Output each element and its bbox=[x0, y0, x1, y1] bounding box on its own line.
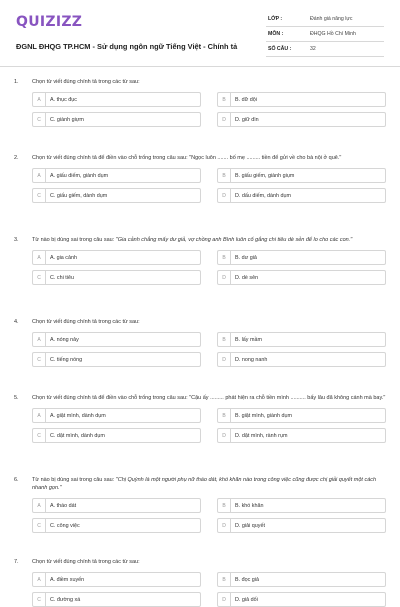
option-text: D. nong nanh bbox=[235, 356, 268, 363]
option-text: D. dật mình, rành rụm bbox=[235, 432, 288, 439]
option-text: D. giữ dìn bbox=[235, 116, 259, 123]
question-3 bbox=[14, 236, 386, 318]
option-text: B. lấy mầm bbox=[235, 336, 262, 343]
worksheet-header bbox=[14, 10, 386, 70]
option-c[interactable] bbox=[32, 270, 201, 285]
option-b[interactable] bbox=[217, 498, 386, 513]
option-a[interactable] bbox=[32, 168, 201, 183]
option-text: B. dư giả bbox=[235, 254, 257, 261]
question-number: 2. bbox=[14, 155, 19, 161]
option-text: A. gia cảnh bbox=[50, 254, 77, 261]
option-c[interactable] bbox=[32, 112, 201, 127]
question-text: Chọn từ viết đúng chính tả trong các từ sau: bbox=[32, 79, 140, 85]
option-c[interactable] bbox=[32, 428, 201, 443]
option-text: D. giả dối bbox=[235, 596, 258, 603]
question-number: 3. bbox=[14, 237, 19, 243]
option-text: B. giật mình, giành dụm bbox=[235, 412, 292, 419]
meta-row-class bbox=[266, 12, 384, 27]
question-text: Chọn từ viết đúng chính tả để điền vào chỗ trống trong câu sau: "Ngọc luôn ....... bố mẹ ......... tiền để gửi về cho bà nội ở quê." bbox=[32, 155, 342, 161]
option-letter: C bbox=[33, 113, 46, 126]
option-text: A. giật mình, dành dụm bbox=[50, 412, 106, 419]
quizizz-logo: QUIZIZZ bbox=[16, 14, 83, 30]
option-a[interactable] bbox=[32, 92, 201, 107]
option-text: C. giành giựm bbox=[50, 116, 84, 123]
option-letter: A bbox=[33, 409, 46, 422]
option-letter: D bbox=[218, 189, 231, 202]
option-letter: D bbox=[218, 353, 231, 366]
question-quote: "Gia cảnh chẳng mấy dư giả, vợ chồng anh Bình luôn cố gắng chi tiêu dè sẻn để lo cho các con." bbox=[115, 237, 353, 243]
option-letter: B bbox=[218, 251, 231, 264]
answer-options bbox=[32, 332, 386, 367]
option-letter: D bbox=[218, 271, 231, 284]
option-text: D. dè sẻn bbox=[235, 274, 259, 281]
option-letter: D bbox=[218, 113, 231, 126]
option-letter: B bbox=[218, 93, 231, 106]
option-letter: A bbox=[33, 499, 46, 512]
option-letter: C bbox=[33, 519, 46, 532]
question-list bbox=[14, 78, 386, 607]
option-letter: D bbox=[218, 593, 231, 606]
option-letter: B bbox=[218, 573, 231, 586]
option-d[interactable] bbox=[217, 188, 386, 203]
option-letter: C bbox=[33, 271, 46, 284]
question-number: 1. bbox=[14, 79, 19, 85]
option-letter: B bbox=[218, 169, 231, 182]
meta-value: ĐHQG Hồ Chí Minh bbox=[308, 27, 384, 42]
option-d[interactable] bbox=[217, 518, 386, 533]
option-letter: C bbox=[33, 593, 46, 606]
option-b[interactable] bbox=[217, 408, 386, 423]
answer-options bbox=[32, 92, 386, 127]
option-text: D. dấu diếm, dành dụm bbox=[235, 192, 292, 199]
option-text: A. tháo dát bbox=[50, 502, 77, 509]
option-d[interactable] bbox=[217, 270, 386, 285]
question-text: Chọn từ viết đúng chính tả trong các từ sau: bbox=[32, 319, 140, 325]
question-5 bbox=[14, 394, 386, 476]
option-c[interactable] bbox=[32, 518, 201, 533]
option-letter: A bbox=[33, 573, 46, 586]
meta-key: LỚP : bbox=[266, 12, 308, 27]
meta-row-subject bbox=[266, 27, 384, 42]
option-letter: C bbox=[33, 429, 46, 442]
question-quote: "Chị Quỳnh là một người phụ nữ tháo dát, khó khăn nào trong công việc cũng được chị giải quyết một cách nhanh gọn." bbox=[32, 477, 377, 491]
option-text: C. chi tiêu bbox=[50, 274, 74, 281]
option-letter: B bbox=[218, 499, 231, 512]
option-letter: C bbox=[33, 189, 46, 202]
question-number: 4. bbox=[14, 319, 19, 325]
meta-table bbox=[266, 12, 384, 57]
answer-options bbox=[32, 168, 386, 203]
header-divider bbox=[0, 66, 400, 67]
question-6 bbox=[14, 476, 386, 558]
page-title: ĐGNL ĐHQG TP.HCM - Sử dụng ngôn ngữ Tiếng Việt - Chính tả bbox=[16, 42, 238, 51]
answer-options bbox=[32, 408, 386, 443]
option-c[interactable] bbox=[32, 188, 201, 203]
question-prompt: Từ nào bị dùng sai trong câu sau: bbox=[32, 237, 115, 243]
option-text: C. dật mình, dành dụm bbox=[50, 432, 105, 439]
option-b[interactable] bbox=[217, 92, 386, 107]
question-2 bbox=[14, 154, 386, 236]
option-b[interactable] bbox=[217, 572, 386, 587]
question-text: Chọn từ viết đúng chính tả để điền vào chỗ trống trong câu sau: "Cậu ấy ......... phát hiện ra chỗ tiền mình .......... bấy lâu đã không cánh mà bay." bbox=[32, 395, 386, 401]
option-text: A. điềm xuyến bbox=[50, 576, 85, 583]
option-letter: D bbox=[218, 429, 231, 442]
option-text: A. giấu diếm, giành dụm bbox=[50, 172, 109, 179]
option-d[interactable] bbox=[217, 112, 386, 127]
option-letter: A bbox=[33, 333, 46, 346]
answer-options bbox=[32, 572, 386, 607]
option-c[interactable] bbox=[32, 352, 201, 367]
option-b[interactable] bbox=[217, 332, 386, 347]
option-d[interactable] bbox=[217, 428, 386, 443]
answer-options bbox=[32, 250, 386, 285]
question-text: Chọn từ viết đúng chính tả trong các từ sau: bbox=[32, 559, 140, 565]
option-letter: C bbox=[33, 353, 46, 366]
option-text: C. giấu giếm, dành dụm bbox=[50, 192, 108, 199]
option-text: C. đường xá bbox=[50, 596, 81, 603]
option-letter: B bbox=[218, 409, 231, 422]
question-number: 7. bbox=[14, 559, 19, 565]
option-text: B. giấu giếm, giành giụm bbox=[235, 172, 295, 179]
option-text: B. dữ dội bbox=[235, 96, 257, 103]
question-4 bbox=[14, 318, 386, 394]
option-text: C. tiếng nóng bbox=[50, 356, 83, 363]
meta-value: Đánh giá năng lực bbox=[308, 12, 384, 27]
option-d[interactable] bbox=[217, 352, 386, 367]
question-text bbox=[32, 476, 386, 492]
question-prompt: Từ nào bị dùng sai trong câu sau: bbox=[32, 477, 115, 483]
option-letter: A bbox=[33, 251, 46, 264]
meta-key: SỐ CÂU : bbox=[266, 42, 308, 57]
meta-row-count bbox=[266, 42, 384, 57]
option-letter: A bbox=[33, 93, 46, 106]
option-letter: D bbox=[218, 519, 231, 532]
option-text: B. đọc giả bbox=[235, 576, 259, 583]
option-a[interactable] bbox=[32, 572, 201, 587]
option-a[interactable] bbox=[32, 408, 201, 423]
meta-value: 32 bbox=[308, 42, 384, 57]
question-number: 5. bbox=[14, 395, 19, 401]
option-a[interactable] bbox=[32, 332, 201, 347]
question-1 bbox=[14, 78, 386, 154]
option-a[interactable] bbox=[32, 498, 201, 513]
option-letter: A bbox=[33, 169, 46, 182]
option-letter: B bbox=[218, 333, 231, 346]
option-text: A. nóng nảy bbox=[50, 336, 79, 343]
answer-options bbox=[32, 498, 386, 533]
option-text: A. thục đục bbox=[50, 96, 77, 103]
option-b[interactable] bbox=[217, 250, 386, 265]
option-text: B. khó khăn bbox=[235, 502, 264, 509]
meta-key: MÔN : bbox=[266, 27, 308, 42]
question-number: 6. bbox=[14, 477, 19, 483]
option-b[interactable] bbox=[217, 168, 386, 183]
option-text: D. giải quyết bbox=[235, 522, 265, 529]
question-text bbox=[32, 236, 386, 244]
option-a[interactable] bbox=[32, 250, 201, 265]
option-text: C. công việc bbox=[50, 522, 80, 529]
